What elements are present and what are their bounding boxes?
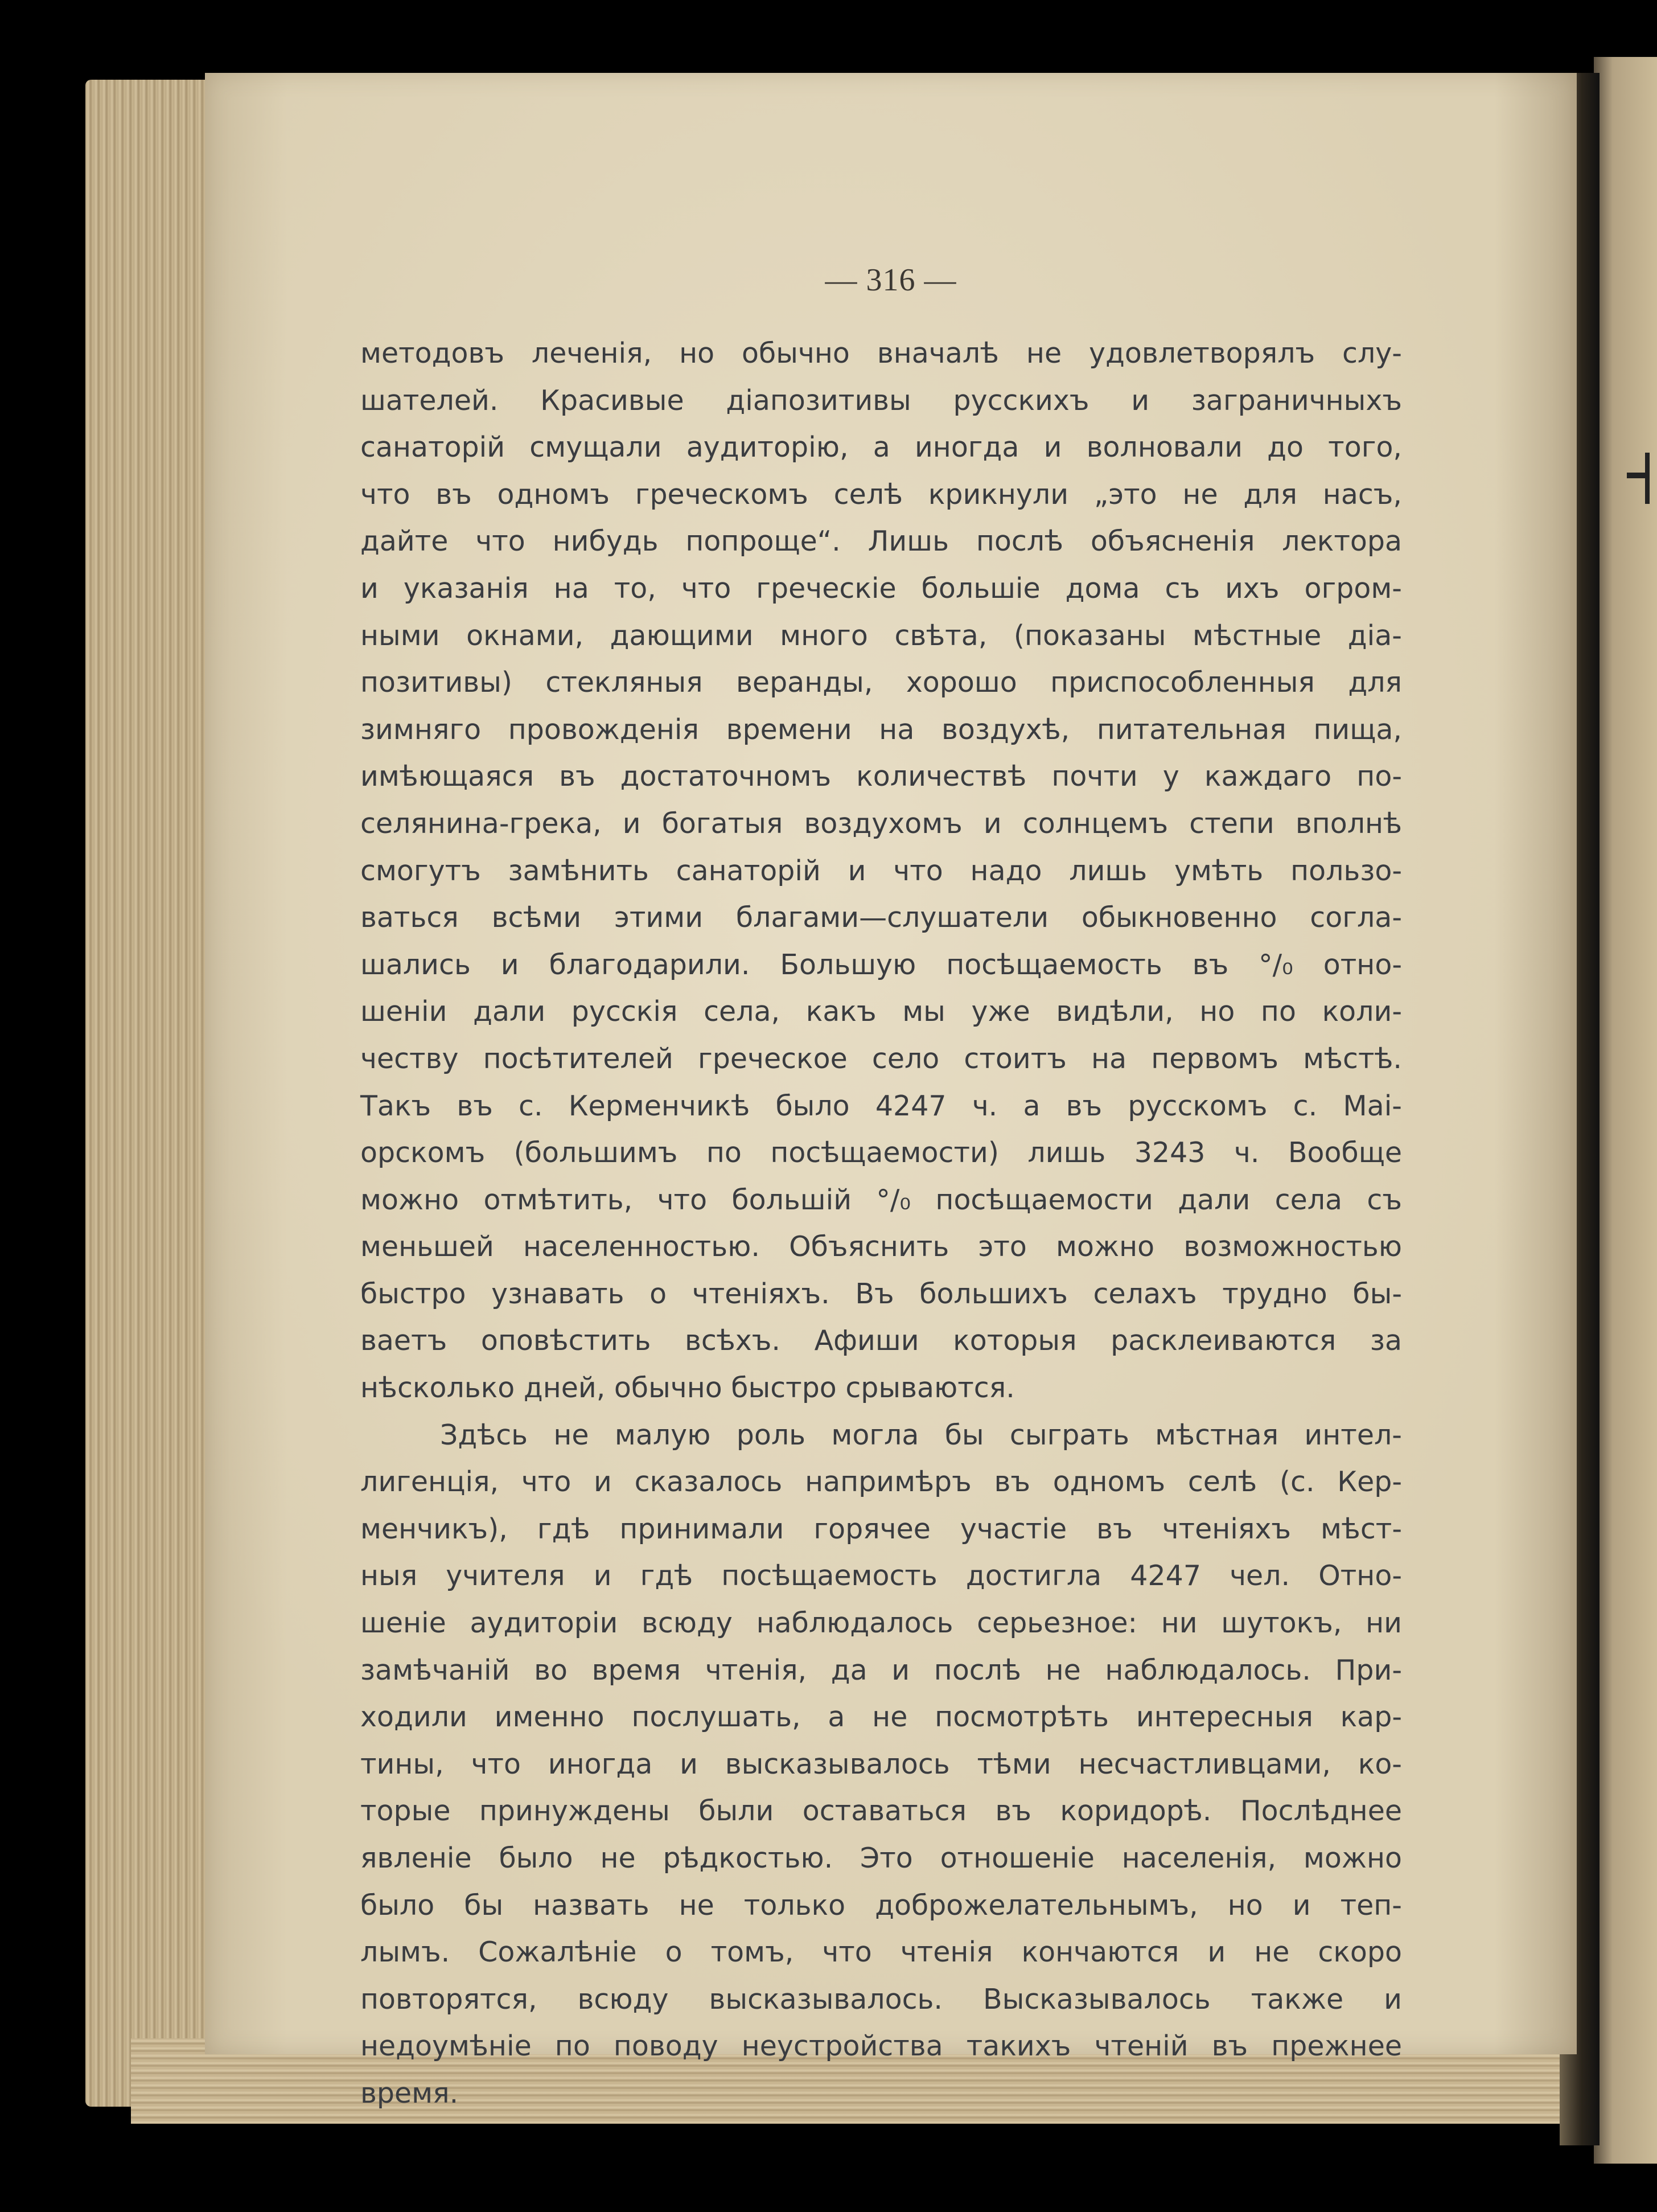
text-line: честву посѣтителей греческое село стоитъ на первомъ мѣстѣ.	[360, 1042, 1402, 1075]
text-line: ваетъ оповѣстить всѣхъ. Афиши которыя расклеиваются за	[360, 1324, 1402, 1357]
text-line: время.	[360, 2076, 459, 2110]
text-line: было бы назвать не только доброжелательнымъ, но и теп-	[360, 1889, 1402, 1922]
facing-page	[1594, 57, 1657, 2164]
text-line: дайте что нибудь попроще“. Лишь послѣ объясненія лектора	[360, 525, 1402, 558]
text-line: явленіе было не рѣдкостью. Это отношеніе населенія, можно	[360, 1842, 1402, 1874]
facing-page-mark	[1645, 453, 1650, 504]
text-line: селянина-грека, и богатыя воздухомъ и солнцемъ степи вполнѣ	[360, 807, 1402, 840]
text-line: позитивы) стекляныя веранды, хорошо приспособленныя для	[360, 666, 1402, 699]
text-line: замѣчаній во время чтенія, да и послѣ не наблюдалось. При-	[360, 1653, 1402, 1686]
text-line: что въ одномъ греческомъ селѣ крикнули „это не для насъ,	[360, 478, 1402, 511]
text-line: ходили именно послушать, а не посмотрѣть интересныя кар-	[360, 1701, 1402, 1734]
body-text	[360, 330, 1402, 2117]
text-line: лигенція, что и сказалось напримѣръ въ одномъ селѣ (с. Кер-	[360, 1466, 1402, 1499]
text-line: менчикъ), гдѣ принимали горячее участіе въ чтеніяхъ мѣст-	[360, 1512, 1402, 1545]
text-line: тины, что иногда и высказывалось тѣми несчастливцами, ко-	[360, 1747, 1402, 1780]
text-line: смогутъ замѣнить санаторій и что надо лишь умѣть пользо-	[360, 854, 1402, 887]
text-line: ныя учителя и гдѣ посѣщаемость достигла 4247 чел. Отно-	[360, 1560, 1402, 1593]
text-line: Здѣсь не малую роль могла бы сыграть мѣстная интел-	[440, 1418, 1402, 1451]
text-line: ными окнами, дающими много свѣта, (показаны мѣстные діа-	[360, 619, 1402, 652]
text-line: методовъ леченія, но обычно вначалѣ не удовлетворялъ слу-	[360, 337, 1402, 370]
text-line: орскомъ (большимъ по посѣщаемости) лишь 3243 ч. Вообще	[360, 1136, 1402, 1169]
text-line: зимняго провожденія времени на воздухѣ, питательная пища,	[360, 713, 1402, 746]
text-line: санаторій смущали аудиторію, а иногда и волновали до того,	[360, 431, 1402, 464]
text-line: быстро узнавать о чтеніяхъ. Въ большихъ селахъ трудно бы-	[360, 1277, 1402, 1310]
page-number: — 316 —	[825, 262, 957, 298]
text-line: Такъ въ с. Керменчикѣ было 4247 ч. а въ русскомъ с. Маі-	[360, 1089, 1402, 1122]
paragraph	[360, 1412, 1402, 2117]
text-line: меньшей населенностью. Объяснить это можно возможностью	[360, 1230, 1402, 1263]
text-line: недоумѣніе по поводу неустройства такихъ чтеній въ прежнее	[360, 2030, 1402, 2063]
text-line: шались и благодарили. Большую посѣщаемость въ °/₀ отно-	[360, 948, 1402, 981]
text-line: торые принуждены были оставаться въ коридорѣ. Послѣднее	[360, 1795, 1402, 1828]
text-line: шеніе аудиторіи всюду наблюдалось серьезное: ни шутокъ, ни	[360, 1607, 1402, 1640]
text-line: и указанія на то, что греческіе большіе дома съ ихъ огром-	[360, 572, 1402, 605]
text-line: шателей. Красивые діапозитивы русскихъ и заграничныхъ	[360, 384, 1402, 417]
text-line: нѣсколько дней, обычно быстро срываются.	[360, 1372, 1015, 1405]
page-stack-edge	[85, 80, 222, 2107]
text-line: можно отмѣтить, что большій °/₀ посѣщаемости дали села съ	[360, 1183, 1402, 1216]
text-line: повторятся, всюду высказывалось. Высказывалось также и	[360, 1983, 1402, 2016]
paragraph	[360, 330, 1402, 1412]
text-line: имѣющаяся въ достаточномъ количествѣ почти у каждаго по-	[360, 760, 1402, 793]
text-line: лымъ. Сожалѣніе о томъ, что чтенія кончаются и не скоро	[360, 1936, 1402, 1969]
text-line: ваться всѣми этими благами—слушатели обыкновенно согла-	[360, 901, 1402, 934]
text-line: шеніи дали русскія села, какъ мы уже видѣли, но по коли-	[360, 995, 1402, 1028]
